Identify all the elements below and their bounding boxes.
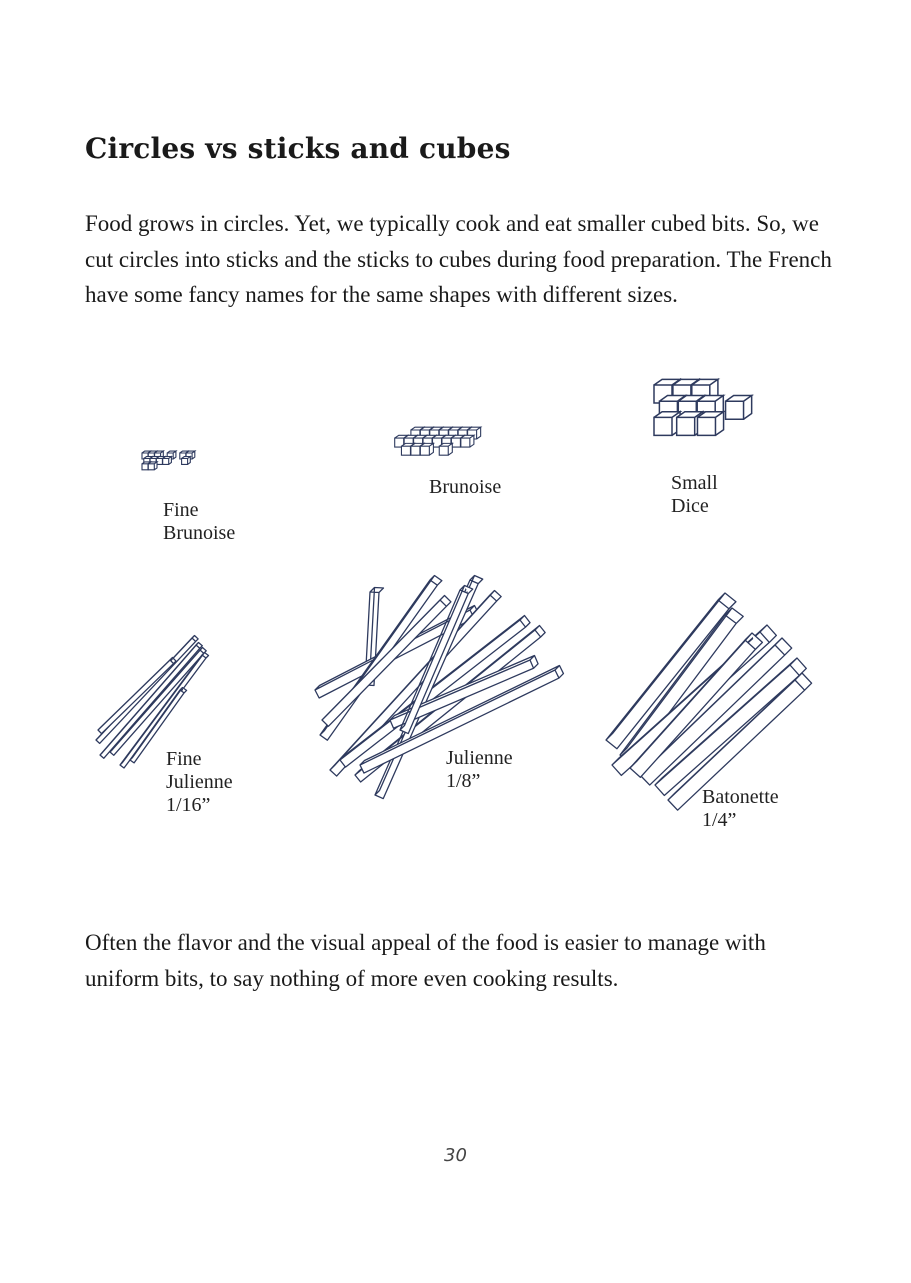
cube (420, 443, 433, 455)
cube (697, 412, 723, 436)
small-dice-drawing (654, 379, 752, 435)
intro-paragraph: Food grows in circles. Yet, we typically cook and eat smaller cubed bits. So, we cut circles into sticks and the sticks to cubes during food preparation. The French have some fancy names for the same shapes with different sizes. (85, 211, 832, 307)
stick (110, 648, 206, 756)
stick (100, 643, 202, 759)
cube (163, 457, 172, 465)
closing-paragraph: Often the flavor and the visual appeal of the food is easier to manage with uniform bits, to say nothing of more even cooking results. (85, 930, 766, 991)
label-fine-julienne: Fine Julienne 1/16” (166, 748, 233, 816)
brunoise-drawing (395, 427, 481, 455)
cube (148, 462, 157, 470)
section-heading: Circles vs sticks and cubes (85, 132, 511, 165)
label-batonette: Batonette 1/4” (702, 786, 779, 831)
fine-brunoise-drawing (142, 451, 195, 470)
cube (182, 457, 191, 465)
page-number: 30 (444, 1145, 467, 1166)
cube (461, 435, 474, 447)
cube (726, 396, 752, 420)
julienne-drawing (315, 576, 563, 799)
cube (439, 443, 452, 455)
label-fine-brunoise: Fine Brunoise (163, 499, 236, 544)
label-brunoise: Brunoise (429, 476, 502, 498)
batonette-drawing (606, 593, 812, 810)
label-julienne: Julienne 1/8” (446, 747, 513, 792)
label-small-dice: Small Dice (671, 472, 718, 517)
